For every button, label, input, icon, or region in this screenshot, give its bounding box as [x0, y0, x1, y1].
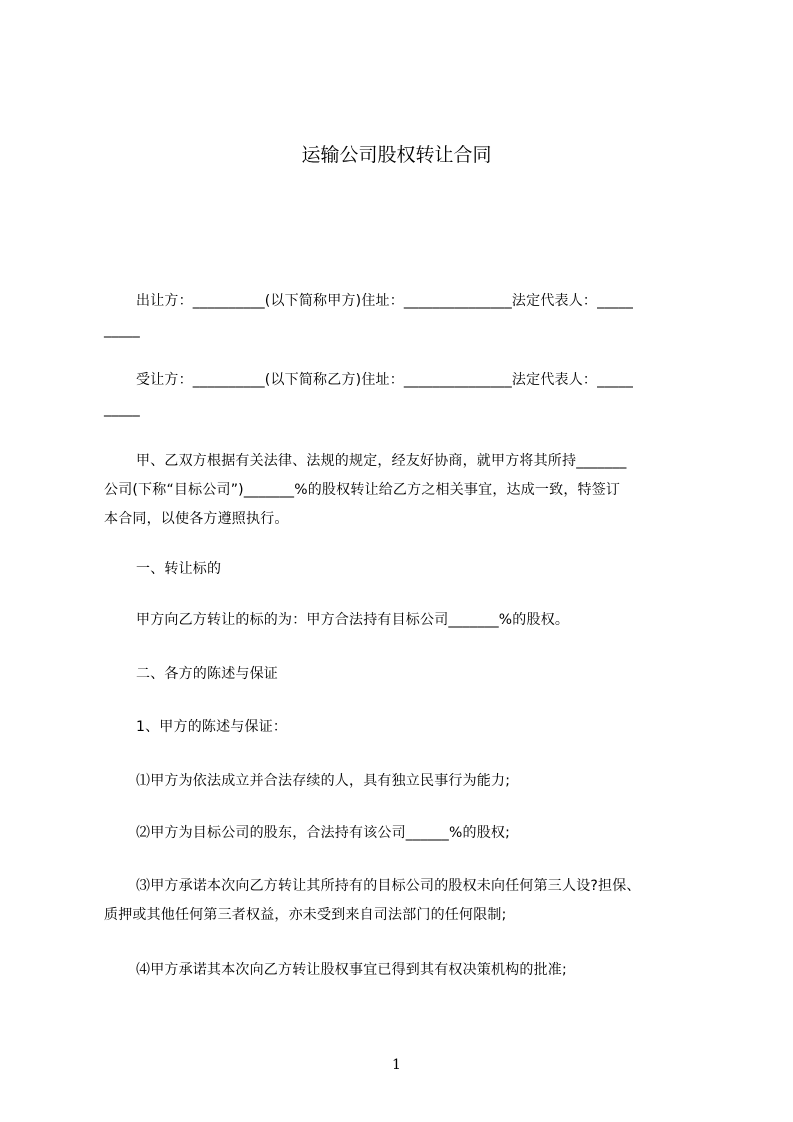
preamble-paragraph: [104, 447, 704, 534]
section-2-subheading-text: 1、甲方的陈述与保证：: [136, 719, 288, 735]
clause-1-text: ⑴甲方为依法成立并合法存续的人，具有独立民事行为能力;: [136, 773, 511, 789]
clause-1: [104, 767, 704, 796]
section-2-subheading: [104, 713, 704, 742]
preamble-line-3: 本合同，以使各方遵照执行。: [104, 511, 289, 527]
transferee-line-1: 受让方：__________(以下简称乙方)住址：_______________法定代表人：_____: [136, 372, 634, 388]
transferee-paragraph: [104, 366, 704, 424]
clause-3-line-1: ⑶甲方承诺本次向乙方转让其所持有的目标公司的股权未向任何第三人设?担保、: [136, 878, 641, 894]
preamble-line-1: 甲、乙双方根据有关法律、法规的规定，经友好协商，就甲方将其所持_______: [136, 453, 627, 469]
transferor-line-1: 出让方：__________(以下简称甲方)住址：_______________法定代表人：_____: [136, 293, 634, 309]
clause-3: [104, 872, 704, 930]
page-number: 1: [392, 1057, 401, 1073]
section-1-text: [104, 606, 704, 635]
clause-2-text: ⑵甲方为目标公司的股东，合法持有该公司______%的股权;: [136, 825, 511, 841]
section-2-heading: [104, 660, 704, 689]
clause-2: [104, 819, 704, 848]
transferor-paragraph: [104, 287, 704, 345]
section-1-heading-text: 一、转让标的: [136, 561, 222, 577]
document-title: 运输公司股权转让合同: [301, 144, 492, 166]
section-1-heading: [104, 555, 704, 584]
clause-4-text: ⑷甲方承诺其本次向乙方转让股权事宜已得到其有权决策机构的批准;: [136, 962, 567, 978]
transferee-line-2: _____: [104, 401, 140, 417]
clause-3-line-2: 质押或其他任何第三者权益，亦未受到来自司法部门的任何限制;: [104, 907, 507, 923]
preamble-line-2: 公司(下称“目标公司”)_______%的股权转让给乙方之相关事宜，达成一致，特签订: [104, 482, 621, 498]
section-1-text-line: 甲方向乙方转让的标的为：甲方合法持有目标公司_______%的股权。: [136, 612, 570, 628]
section-2-heading-text: 二、各方的陈述与保证: [136, 666, 278, 682]
clause-4: [104, 956, 704, 985]
transferor-line-2: _____: [104, 322, 140, 338]
